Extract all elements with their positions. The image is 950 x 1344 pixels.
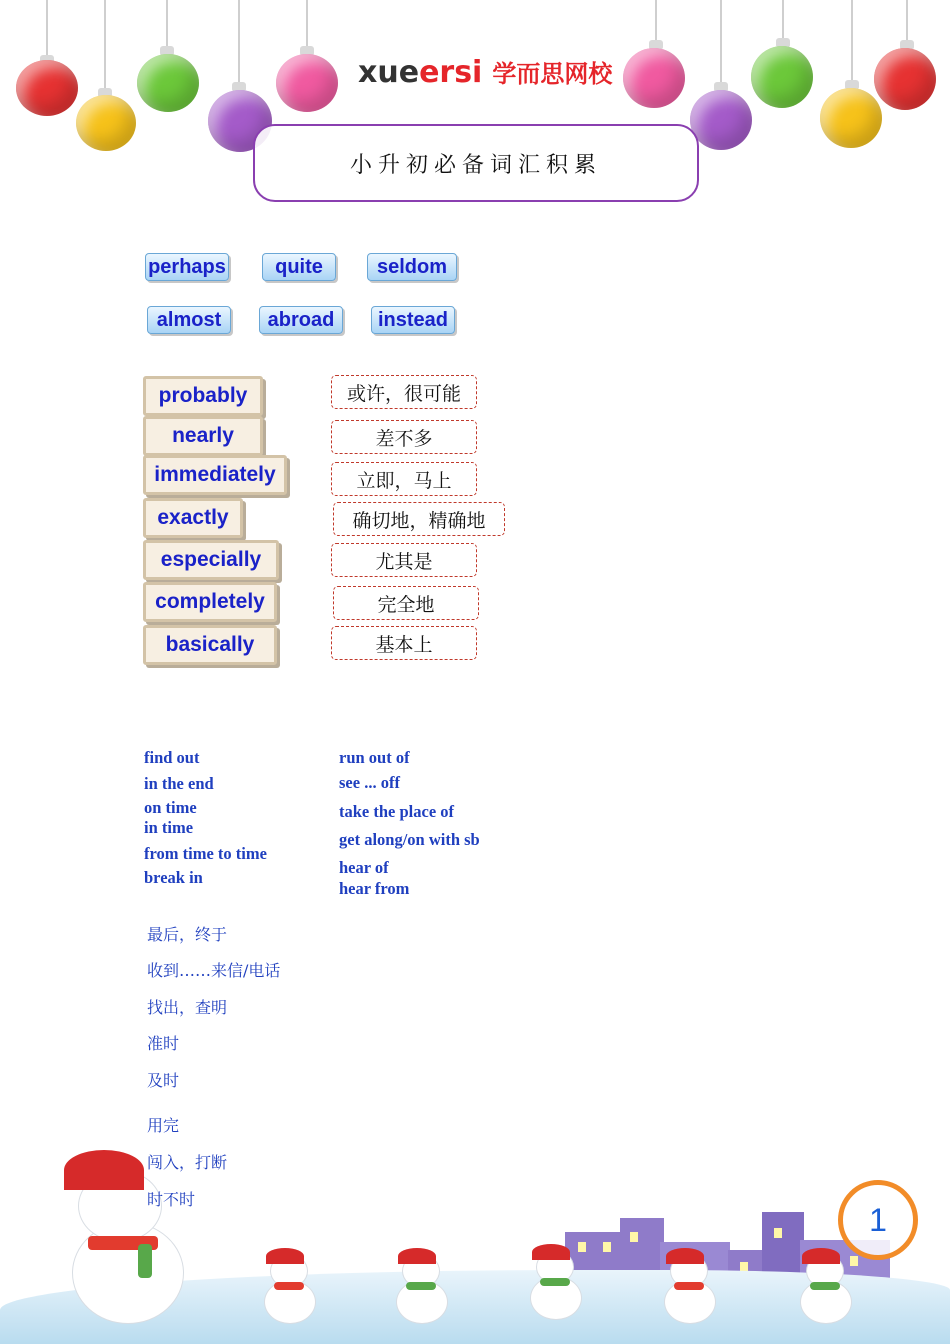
vocab-meaning: 差不多	[331, 420, 477, 454]
word-chip: seldom	[367, 253, 457, 281]
word-chip: quite	[262, 253, 336, 281]
word-chip: instead	[371, 306, 455, 334]
ornament-green-ball	[751, 46, 813, 108]
ornament-green-ball	[137, 54, 199, 112]
vocab-meaning: 确切地，精确地	[333, 502, 505, 536]
vocab-word: especially	[143, 540, 279, 580]
ornament-purple-ball	[690, 90, 752, 150]
vocab-meaning: 基本上	[331, 626, 477, 660]
vocab-meaning: 或许，很可能	[331, 375, 477, 409]
page-number	[838, 1180, 918, 1260]
word-chip: almost	[147, 306, 231, 334]
vocab-word: immediately	[143, 455, 287, 495]
phrase-right: get along/on with sb	[339, 830, 480, 849]
cn-phrase: 找出，查明	[147, 998, 228, 1017]
word-chip: perhaps	[145, 253, 229, 281]
brand-chinese: 学而思网校	[492, 60, 613, 88]
vocab-word: completely	[143, 582, 277, 622]
phrase-left: break in	[144, 868, 203, 887]
phrase-left: in time	[144, 818, 194, 837]
page-title-box	[253, 124, 699, 202]
phrase-right: hear from	[339, 879, 410, 898]
ornament-red-ball	[16, 60, 78, 116]
phrase-left: in the end	[144, 774, 214, 793]
vocab-meaning: 立即，马上	[331, 462, 477, 496]
vocab-meaning: 尤其是	[331, 543, 477, 577]
phrase-left: find out	[144, 748, 200, 767]
cn-phrase: 及时	[147, 1071, 180, 1090]
brand-logo	[358, 54, 612, 90]
cn-phrase: 闯入，打断	[147, 1153, 228, 1172]
ornament-red-ball	[874, 48, 936, 110]
ornament-pink-ball	[276, 54, 338, 112]
ornament-yellow-ball	[76, 95, 136, 151]
phrase-left: on time	[144, 798, 197, 817]
page-number-text: 1	[869, 1201, 887, 1238]
cn-phrase: 用完	[147, 1116, 180, 1135]
vocab-word: exactly	[143, 498, 243, 538]
ornament-yellow-ball	[820, 88, 882, 148]
ornament-pink-ball	[623, 48, 685, 108]
page-title: 小升初必备词汇积累	[349, 152, 602, 178]
vocab-word: basically	[143, 625, 277, 665]
brand-latin-a: xue	[358, 55, 420, 90]
vocab-word: probably	[143, 376, 263, 416]
vocab-word: nearly	[143, 416, 263, 456]
phrase-right: run out of	[339, 748, 410, 767]
cn-phrase: 时不时	[147, 1190, 196, 1209]
word-chip: abroad	[259, 306, 343, 334]
cn-phrase: 最后，终于	[147, 925, 228, 944]
brand-latin-b: ersi	[419, 55, 483, 90]
phrase-right: take the place of	[339, 802, 455, 821]
cn-phrase: 收到……来信/电话	[147, 961, 281, 980]
cn-phrase: 准时	[147, 1034, 180, 1053]
vocab-meaning: 完全地	[333, 586, 479, 620]
phrase-right: see ... off	[339, 773, 400, 792]
phrase-right: hear of	[339, 858, 389, 877]
phrase-left: from time to time	[144, 844, 267, 863]
